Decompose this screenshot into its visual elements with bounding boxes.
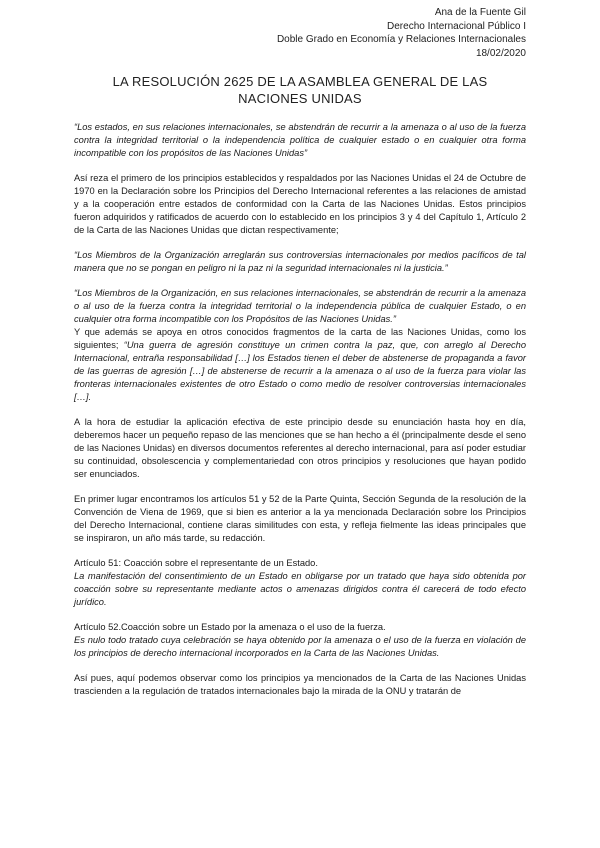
author-name: Ana de la Fuente Gil xyxy=(434,7,526,18)
article-51-title: Artículo 51: Coacción sobre el representante de un Estado. xyxy=(74,558,318,569)
paragraph-lead-text: Y que además se apoya en otros conocidos fragmentos de la carta de las Naciones Unidas, como los siguientes; xyxy=(74,327,526,351)
article-51 xyxy=(74,557,526,609)
opening-quote: “Los estados, en sus relaciones internacionales, se abstendrán de recurrir a la amenaza o al uso de la fuerza contra la integridad territorial o la independencia política de cualquier estado o en cualquier otra forma incompatible con los propósitos de las Naciones Unidas” xyxy=(74,122,526,159)
paragraph-additional-fragments xyxy=(74,326,526,404)
degree-name: Doble Grado en Economía y Relaciones Internacionales xyxy=(276,34,526,46)
article-52 xyxy=(74,621,526,660)
paragraph-conclusion: Así pues, aquí podemos observar como los principios ya mencionados de la Carta de las Naciones Unidas trascienden a la regulación de tratados internacionales bajo la mirada de la ONU y tratarán de xyxy=(74,673,526,697)
title-line-2: NACIONES UNIDAS xyxy=(238,91,362,107)
paragraph-intro: Así reza el primero de los principios establecidos y respaldados por las Naciones Unidas el 24 de Octubre de 1970 en la Declaración sobre los Principios del Derecho Internacional referentes a las relaciones de amistad y a la cooperación entre estados de conformidad con la Carta de las Naciones Unidas. Estos principios fueron adquiridos y ratificados de acuerdo con lo establecido en los principios 3 y 4 del Capítulo 1, Artículo 2 de la Carta de las Naciones Unidas que dictan respectivamente; xyxy=(74,173,526,236)
charter-quote-principle-4: “Los Miembros de la Organización, en sus relaciones internacionales, se abstendrán de recurrir a la amenaza o al uso de la fuerza contra la integridad territorial o la independencia pública de cualquier Estado, o en cualquier otra forma incompatible con los Propósitos de las Naciones Unidas.” xyxy=(74,288,526,325)
title-line-1: LA RESOLUCIÓN 2625 DE LA ASAMBLEA GENERAL DE LAS xyxy=(112,74,488,90)
charter-quote-principle-3: “Los Miembros de la Organización arreglarán sus controversias internacionales por medios pacíficos de tal manera que no se pongan en peligro ni la paz ni la seguridad internacionales ni la justicia.” xyxy=(74,250,526,274)
course-name: Derecho Internacional Público I xyxy=(387,20,526,32)
article-52-text: Es nulo todo tratado cuya celebración se haya obtenido por la amenaza o el uso de la fuerza en violación de los principios de derecho internacional incorporados en la Carta de las Naciones Unidas. xyxy=(74,635,526,659)
document-title xyxy=(74,73,526,107)
document-header xyxy=(74,6,526,60)
paragraph-vienna: En primer lugar encontramos los artículos 51 y 52 de la Parte Quinta, Sección Segunda de la resolución de la Convención de Viena de 1969, que si bien es anterior a la ya mencionada Declaración sobre los Principios del Derecho Internacional, contiene claras similitudes con esta, y refleja fielmente las ideas principales que se inspiraron, un año más tarde, su redacción. xyxy=(74,494,526,544)
article-52-title: Artículo 52.Coacción sobre un Estado por la amenaza o el uso de la fuerza. xyxy=(74,622,386,633)
document-date: 18/02/2020 xyxy=(475,47,526,59)
paragraph-study: A la hora de estudiar la aplicación efectiva de este principio desde su enunciación hasta hoy en día, deberemos hacer un pequeño repaso de las menciones que se han hecho a él (principalmente desde el seno de las Naciones Unidas) en diversos documentos referentes al derecho internacional, para así poder estudiar su continuidad, obsolescencia y complementariedad con otros principios y resoluciones que hayan podido ser enunciados. xyxy=(74,417,526,480)
aggression-quote: “Una guerra de agresión constituye un crimen contra la paz, que, con arreglo al Derecho Internacional, entraña responsabilidad […] los Estados tienen el deber de abstenerse de propaganda a favor de las guerras de agresión […] de abstenerse de recurrir a la amenaza o al uso de la fuerza para violar las fronteras internacionales existentes de otro Estado o como medio de resolver controversias internacionales […]. xyxy=(74,340,526,403)
article-51-text: La manifestación del consentimiento de un Estado en obligarse por un tratado que haya sido obtenida por coacción sobre su representante mediante actos o amenazas dirigidos contra él carecerá de todo efecto jurídico. xyxy=(74,571,526,608)
